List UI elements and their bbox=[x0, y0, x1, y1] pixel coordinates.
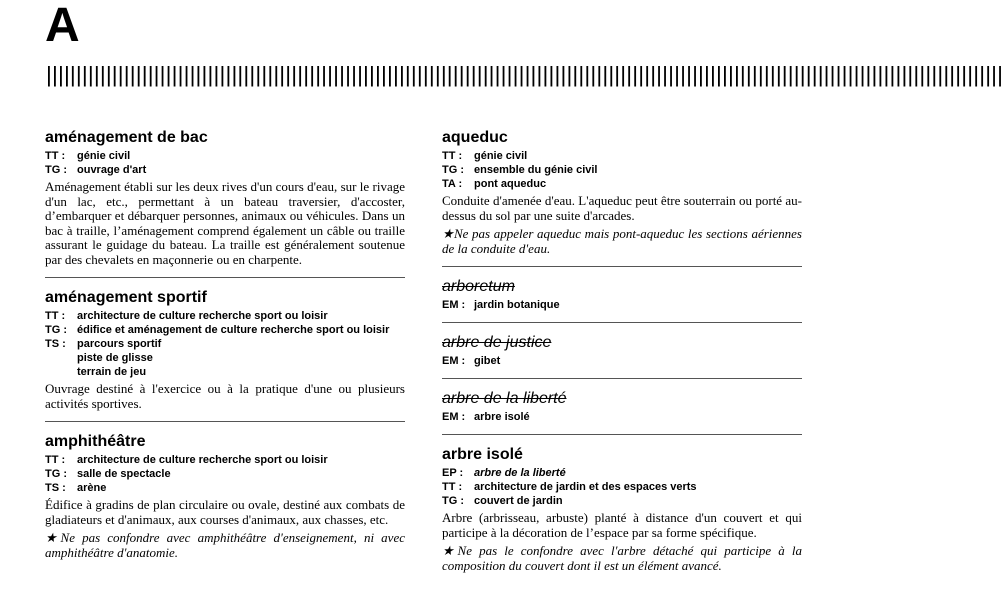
relation-values bbox=[77, 453, 328, 467]
glossary-entry bbox=[45, 128, 405, 278]
relation-value: arbre isolé bbox=[474, 411, 530, 423]
entry-definition: Ouvrage destiné à l'exercice ou à la pratique d'une ou plusieurs activités sportives. bbox=[45, 381, 405, 411]
relation-row bbox=[442, 149, 802, 163]
relation-values bbox=[474, 354, 500, 368]
entry-definition: Aménagement établi sur les deux rives d'un cours d'eau, sur le rivage d'un lac, etc., permettant à un bateau traversier, d'accoster, d’embarquer et débarquer personnes, animaux ou véhicules. Dans un bac à traille, l’aménagement comprend également un câble ou traille assurant le guidage du bateau. La traille est généralement soutenue par des chevalets en maçonnerie ou en charpente. bbox=[45, 179, 405, 267]
relation-row bbox=[45, 163, 405, 177]
entry-definition: Conduite d'amenée d'eau. L'aqueduc peut être souterrain ou porté au-dessus du sol par une suite d'arcades. bbox=[442, 193, 802, 223]
relation-row bbox=[45, 337, 405, 379]
entry-term: arbre de la liberté bbox=[442, 390, 567, 407]
relation-values bbox=[474, 149, 527, 163]
entry-term: aqueduc bbox=[442, 129, 508, 146]
relation-code: EM : bbox=[442, 355, 466, 367]
relation-value: architecture de culture recherche sport ou loisir bbox=[77, 454, 328, 466]
relation-value: arbre de la liberté bbox=[474, 467, 566, 479]
relation-row bbox=[442, 298, 802, 312]
left-column bbox=[45, 128, 405, 570]
relation-values bbox=[474, 480, 697, 494]
relation-value: architecture de culture recherche sport ou loisir bbox=[77, 310, 328, 322]
relation-value: édifice et aménagement de culture recherche sport ou loisir bbox=[77, 324, 390, 336]
relation-value: salle de spectacle bbox=[77, 468, 171, 480]
entry-definition: Arbre (arbrisseau, arbuste) planté à distance d'un couvert et qui participe à la décoration de l’espace par sa forme spécifique. bbox=[442, 510, 802, 540]
entry-term: aménagement sportif bbox=[45, 289, 207, 306]
relation-row bbox=[45, 453, 405, 467]
relation-code: EM : bbox=[442, 411, 466, 423]
relation-values bbox=[474, 163, 598, 177]
relation-row bbox=[442, 466, 802, 480]
relation-values bbox=[474, 177, 546, 191]
glossary-entry bbox=[442, 277, 802, 323]
entry-note: ★Ne pas appeler aqueduc mais pont-aqueduc les sections aériennes de la conduite d'eau. bbox=[442, 226, 802, 256]
right-column bbox=[442, 128, 802, 583]
glossary-entry bbox=[45, 432, 405, 570]
relation-values bbox=[474, 410, 530, 424]
section-letter: A bbox=[45, 0, 80, 52]
glossary-entry bbox=[442, 128, 802, 267]
entry-definition: Édifice à gradins de plan circulaire ou ovale, destiné aux combats de gladiateurs et d'animaux, aux courses d'animaux, aux chasses, etc. bbox=[45, 497, 405, 527]
relation-value: jardin botanique bbox=[474, 299, 560, 311]
relation-value: génie civil bbox=[474, 150, 528, 162]
relation-values bbox=[77, 337, 161, 379]
relation-values bbox=[77, 467, 171, 481]
relation-code: TS : bbox=[45, 338, 66, 350]
relation-row bbox=[45, 467, 405, 481]
entry-note: ★Ne pas confondre avec amphithéâtre d'enseignement, ni avec amphithéâtre d'anatomie. bbox=[45, 530, 405, 560]
relation-values bbox=[474, 466, 566, 480]
relation-value: pont aqueduc bbox=[474, 178, 547, 190]
relation-value: couvert de jardin bbox=[474, 495, 563, 507]
relation-value: gibet bbox=[474, 355, 501, 367]
section-divider-bars: |||||||||||||||||||||||||||||||||||||||||||||||||||||||||||||||||||||||||||||||||||||||||||||||||||||||||||||||||||||||||||||||||||||||||||||||||||||||||||||||| bbox=[46, 62, 1003, 87]
relation-code: TG : bbox=[45, 164, 67, 176]
relation-row bbox=[442, 480, 802, 494]
relation-row bbox=[442, 494, 802, 508]
relation-code: TG : bbox=[45, 468, 67, 480]
relation-row bbox=[442, 354, 802, 368]
relation-value: piste de glisse bbox=[77, 352, 153, 364]
relation-row bbox=[442, 177, 802, 191]
entry-term: arboretum bbox=[442, 278, 515, 295]
relation-row bbox=[45, 149, 405, 163]
relation-values bbox=[77, 481, 106, 495]
relation-row bbox=[442, 410, 802, 424]
relation-value: génie civil bbox=[77, 150, 131, 162]
relation-value: architecture de jardin et des espaces verts bbox=[474, 481, 697, 493]
glossary-entry bbox=[442, 445, 802, 583]
relation-code: TG : bbox=[45, 324, 67, 336]
relation-value: terrain de jeu bbox=[77, 366, 147, 378]
relation-values bbox=[474, 494, 563, 508]
relation-code: TT : bbox=[45, 150, 66, 162]
relation-values bbox=[474, 298, 560, 312]
relation-code: EM : bbox=[442, 299, 466, 311]
relation-code: TG : bbox=[442, 495, 464, 507]
relation-code: TT : bbox=[45, 454, 66, 466]
relation-code: TT : bbox=[442, 150, 463, 162]
entry-term: arbre isolé bbox=[442, 446, 523, 463]
relation-code: TT : bbox=[442, 481, 463, 493]
relation-code: TS : bbox=[45, 482, 66, 494]
relation-value: arène bbox=[77, 482, 107, 494]
relation-value: ensemble du génie civil bbox=[474, 164, 598, 176]
relation-code: TG : bbox=[442, 164, 464, 176]
relation-values bbox=[77, 323, 389, 337]
relation-values bbox=[77, 149, 130, 163]
relation-values bbox=[77, 163, 146, 177]
entry-term: amphithéâtre bbox=[45, 433, 146, 450]
glossary-entry bbox=[442, 333, 802, 379]
glossary-entry bbox=[45, 288, 405, 422]
relation-row bbox=[45, 481, 405, 495]
relation-code: EP : bbox=[442, 467, 464, 479]
relation-values bbox=[77, 309, 328, 323]
entry-term: aménagement de bac bbox=[45, 129, 208, 146]
relation-value: parcours sportif bbox=[77, 338, 162, 350]
glossary-entry bbox=[442, 389, 802, 435]
relation-row bbox=[45, 323, 405, 337]
relation-code: TA : bbox=[442, 178, 463, 190]
relation-row bbox=[45, 309, 405, 323]
relation-code: TT : bbox=[45, 310, 66, 322]
entry-term: arbre de justice bbox=[442, 334, 552, 351]
entry-note: ★Ne pas le confondre avec l'arbre détaché qui participe à la composition du couvert dont il est un élément avancé. bbox=[442, 543, 802, 573]
relation-value: ouvrage d'art bbox=[77, 164, 147, 176]
relation-row bbox=[442, 163, 802, 177]
